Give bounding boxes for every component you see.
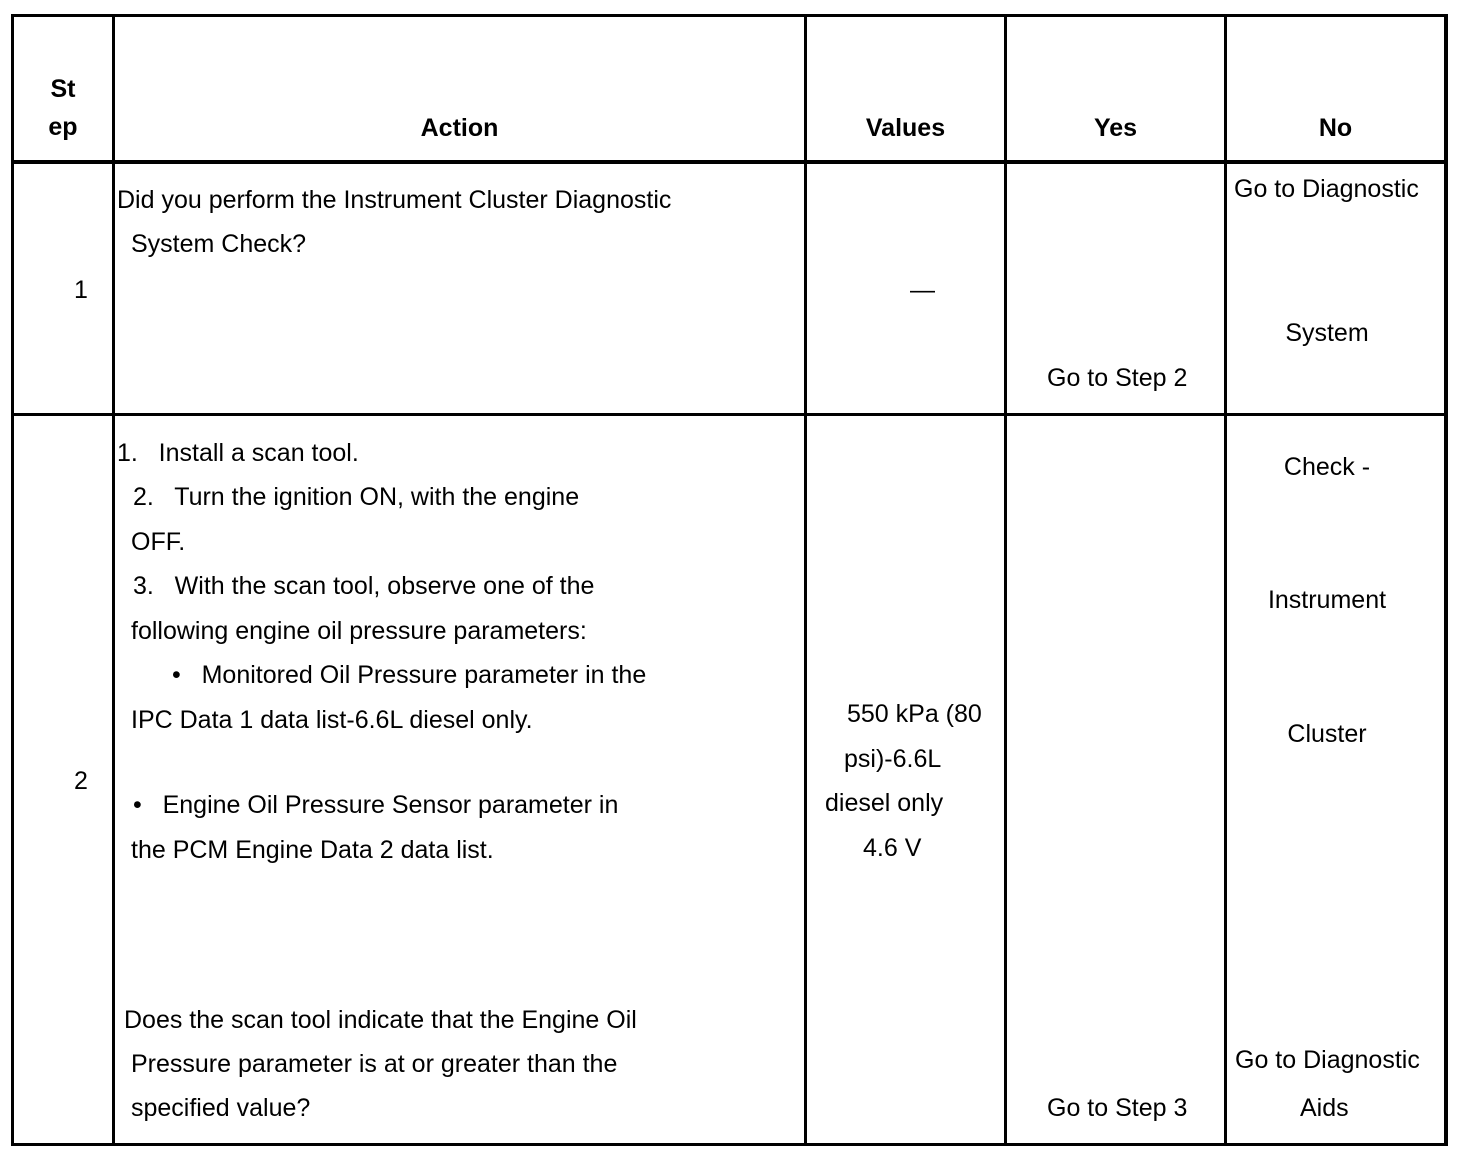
row2-action-line1: 1. Install a scan tool. xyxy=(117,439,359,467)
row2-action-line5: following engine oil pressure parameters: xyxy=(131,617,587,645)
rule-col1 xyxy=(112,14,115,1146)
row2-value-line2: psi)-6.6L xyxy=(844,745,942,773)
row2-question-line3: specified value? xyxy=(131,1094,311,1122)
row2-action-line9: the PCM Engine Data 2 data list. xyxy=(131,836,494,864)
row2-value-line1: 550 kPa (80 xyxy=(847,700,982,728)
rule-top xyxy=(11,14,1448,17)
header-action: Action xyxy=(420,114,499,142)
row2-value-line3: diesel only xyxy=(825,789,944,817)
rule-col2 xyxy=(804,14,807,1146)
header-step-line2: ep xyxy=(48,113,78,141)
rule-left xyxy=(11,14,14,1146)
row1-action-line2: System Check? xyxy=(131,230,307,258)
header-step xyxy=(14,70,112,146)
header-step-line1: St xyxy=(50,75,76,103)
rule-header-bottom xyxy=(11,160,1448,164)
row2-action-line4: 3. With the scan tool, observe one of the xyxy=(133,572,595,600)
header-values: Values xyxy=(865,114,946,142)
row2-action-line8: • Engine Oil Pressure Sensor parameter in xyxy=(133,791,619,819)
row1-no-line4: Instrument xyxy=(1267,586,1387,614)
row2-action-line7: IPC Data 1 data list-6.6L diesel only. xyxy=(131,706,533,734)
row2-question-line1: Does the scan tool indicate that the Engine Oil xyxy=(124,1006,637,1034)
row2-action-line2: 2. Turn the ignition ON, with the engine xyxy=(133,483,580,511)
rule-right xyxy=(1444,14,1448,1146)
row2-no-line2: Aids xyxy=(1300,1094,1349,1122)
row1-action-line1: Did you perform the Instrument Cluster Diagnostic xyxy=(117,186,672,214)
row2-value-line4: 4.6 V xyxy=(863,834,922,862)
row1-no-line1: Go to Diagnostic xyxy=(1234,175,1419,203)
row2-step: 2 xyxy=(74,767,88,795)
row2-yes: Go to Step 3 xyxy=(1047,1094,1188,1122)
row2-question-line2: Pressure parameter is at or greater than the xyxy=(131,1050,618,1078)
row1-no-line3: Check - xyxy=(1283,452,1371,481)
row2-action-line3: OFF. xyxy=(131,528,186,556)
rule-col3 xyxy=(1004,14,1007,1146)
row1-no-line2: System xyxy=(1285,319,1369,347)
row1-no-line5: Cluster xyxy=(1287,719,1367,748)
header-no: No xyxy=(1318,114,1353,142)
row2-action-line6: • Monitored Oil Pressure parameter in the xyxy=(172,661,647,689)
row1-value: — xyxy=(910,276,935,304)
row1-yes: Go to Step 2 xyxy=(1047,364,1188,392)
row2-no-line1: Go to Diagnostic xyxy=(1235,1046,1420,1074)
rule-bottom xyxy=(11,1143,1448,1146)
row1-step: 1 xyxy=(74,276,88,304)
header-yes: Yes xyxy=(1093,114,1138,142)
row1-no-rest xyxy=(1227,222,1427,845)
